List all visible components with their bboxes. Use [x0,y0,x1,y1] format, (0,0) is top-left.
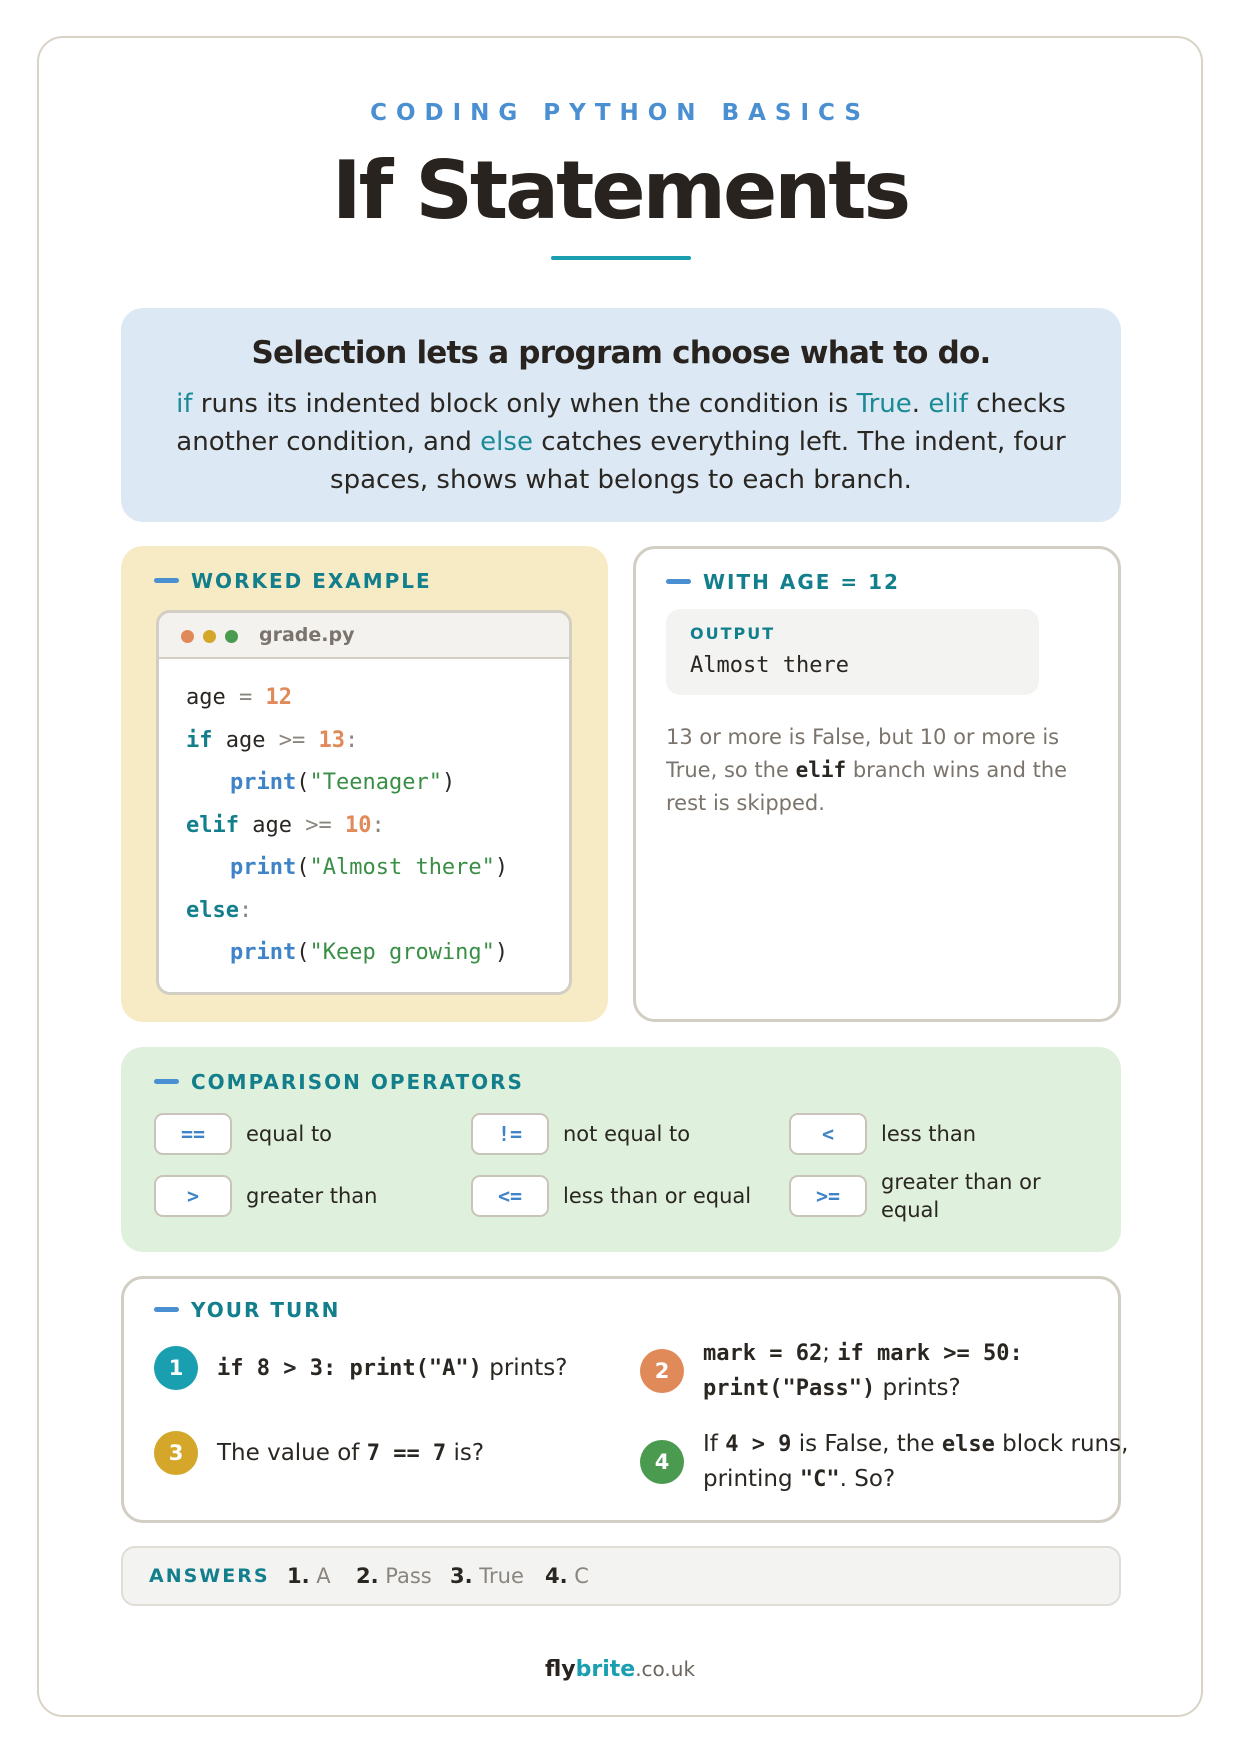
code-token: : [371,812,385,838]
answer-number: 2. [356,1564,379,1588]
code-token: else [186,897,239,923]
question-part: is False, the [791,1431,942,1457]
operator-symbol: <= [471,1175,549,1217]
question-item [640,1427,1150,1497]
footer-brand [0,1657,1240,1682]
code-line [186,805,508,848]
dash-icon [154,578,179,583]
operator-item [154,1113,461,1155]
answer-item [356,1564,432,1588]
editor-filename: grade.py [259,624,355,646]
code-token: ( [296,855,310,880]
question-part: If [703,1431,726,1457]
question-part: prints? [875,1375,961,1401]
inline-code: 7 == 7 [366,1440,447,1466]
intro-heading: Selection lets a program choose what to do. [251,335,991,371]
code-token: >= [278,727,306,753]
answers-label: ANSWERS [149,1565,270,1587]
question-part: The value of [217,1439,367,1466]
answer-item [545,1564,589,1588]
operator-description: greater than [246,1184,378,1208]
dash-icon [154,1307,179,1312]
your-turn-card [121,1276,1129,1523]
question-item [640,1336,1150,1406]
code-line [186,932,508,975]
answer-value: Pass [385,1564,432,1588]
code-token: ( [296,940,310,965]
operator-symbol: < [789,1113,867,1155]
intro-text: checks another condition, and [176,389,1066,457]
question-number-badge: 1 [154,1346,198,1390]
your-turn-label [154,1298,340,1322]
operator-description: less than [881,1122,977,1146]
question-number-badge: 2 [640,1349,684,1393]
question-item [154,1431,664,1475]
answer-number: 4. [545,1564,568,1588]
explanation-text: branch wins and the rest is skipped. [666,758,1068,815]
code-token: "Teenager" [309,770,442,795]
code-token: if [186,727,213,753]
question-text [217,1436,657,1471]
inline-code: if mark >= 50: print("Pass") [703,1341,1023,1401]
question-item [154,1346,664,1390]
intro-text: . [911,389,929,419]
code-token: 13 [318,727,345,753]
worked-example-card [121,546,608,1022]
inline-code: "C" [799,1467,840,1492]
intro-panel [121,308,1121,522]
inline-code: else [941,1432,995,1457]
code-token: age [186,685,226,710]
code-line [186,762,508,805]
code-token: print [230,940,297,965]
keyword-text: else [480,427,533,457]
inline-code: 4 > 9 [725,1432,792,1457]
brand-part-brite: brite [575,1657,636,1682]
operator-item [154,1175,461,1217]
question-text [217,1351,657,1386]
intro-text: runs its indented block only when the condition is [192,389,857,419]
output-box [666,609,1039,695]
code-token: : [344,727,359,753]
code-token: = [225,685,266,710]
answer-value: True [479,1564,524,1588]
code-token: ) [494,940,509,965]
answer-item [450,1564,524,1588]
operators-label-text: COMPARISON OPERATORS [191,1070,524,1094]
code-token: 12 [265,685,292,710]
intro-text: catches everything left. The indent, four spaces, shows what belongs to each branch. [330,427,1066,495]
question-number-badge: 4 [640,1440,684,1484]
brand-part-fly: fly [544,1657,576,1682]
brand-domain: .co.uk [635,1657,696,1681]
page-title: If Statements [331,144,909,237]
your-turn-label-text: YOUR TURN [191,1298,341,1322]
code-token: "Keep growing" [309,940,495,965]
output-card-label-text: WITH AGE = 12 [703,570,900,594]
worked-example-label [154,569,432,593]
inline-code: if 8 > 3: print("A") [217,1355,482,1381]
code-token: elif [186,812,239,838]
operator-symbol: > [154,1175,232,1217]
question-text [703,1427,1143,1497]
code-token: >= [305,812,332,838]
code-token: ) [441,770,456,795]
operator-description: greater than or equal [881,1170,1041,1222]
window-dot-icon [181,630,194,643]
code-token: "Almost there" [309,855,495,880]
operator-item [789,1113,1096,1155]
answers-bar [121,1546,1121,1606]
window-dot-icon [225,630,238,643]
code-line [186,847,508,890]
output-text: Almost there [690,653,849,678]
window-dot-icon [203,630,216,643]
output-label: OUTPUT [690,624,776,643]
code-line [186,890,508,933]
operator-description: equal to [246,1122,333,1146]
subject-kicker: CODING PYTHON BASICS [370,100,870,126]
code-token: age [238,812,306,838]
code-token: ) [494,855,509,880]
operator-symbol: != [471,1113,549,1155]
answer-value: A [316,1564,331,1588]
code-token: ( [296,770,310,795]
answer-number: 3. [450,1564,473,1588]
worked-example-label-text: WORKED EXAMPLE [191,569,432,593]
question-part: is? [446,1439,485,1466]
operator-description: not equal to [563,1122,691,1146]
code-token: print [230,855,297,880]
code-editor [156,610,572,995]
answer-item [287,1564,331,1588]
operators-label [154,1070,524,1094]
keyword-text: True [856,389,912,419]
output-explanation [666,721,1086,820]
operator-item [471,1175,778,1217]
dash-icon [666,579,691,584]
question-text [703,1336,1143,1406]
explanation-text: 13 or more is False, but 10 or more is True, so the [666,725,1060,782]
intro-body [161,385,1081,499]
question-part: . So? [839,1466,896,1492]
code-token [332,813,345,838]
inline-code: elif [795,758,847,782]
code-token [305,728,318,753]
output-card [633,546,1121,1022]
code-line [186,720,508,763]
operator-symbol: >= [789,1175,867,1217]
dash-icon [154,1079,179,1084]
operator-description: less than or equal [563,1184,752,1208]
keyword-text: elif [928,389,968,419]
code-line [186,677,508,720]
operator-symbol: == [154,1113,232,1155]
operator-item [471,1113,778,1155]
question-part: block runs, printing [703,1431,1129,1492]
answer-value: C [574,1564,589,1588]
code-token: : [238,897,253,923]
code-block [186,677,508,975]
inline-code: mark = 62 [703,1341,823,1366]
operators-card [121,1047,1121,1252]
code-token: print [230,770,297,795]
keyword-text: if [176,389,193,419]
code-token: age [212,727,279,753]
question-part: prints? [481,1354,568,1381]
question-part: ; [822,1340,838,1366]
code-token: 10 [344,812,372,838]
operator-item [789,1170,1096,1222]
question-number-badge: 3 [154,1431,198,1475]
output-card-label [666,570,900,594]
answer-number: 1. [287,1564,310,1588]
title-underline [551,256,691,260]
editor-title-bar [159,613,569,659]
